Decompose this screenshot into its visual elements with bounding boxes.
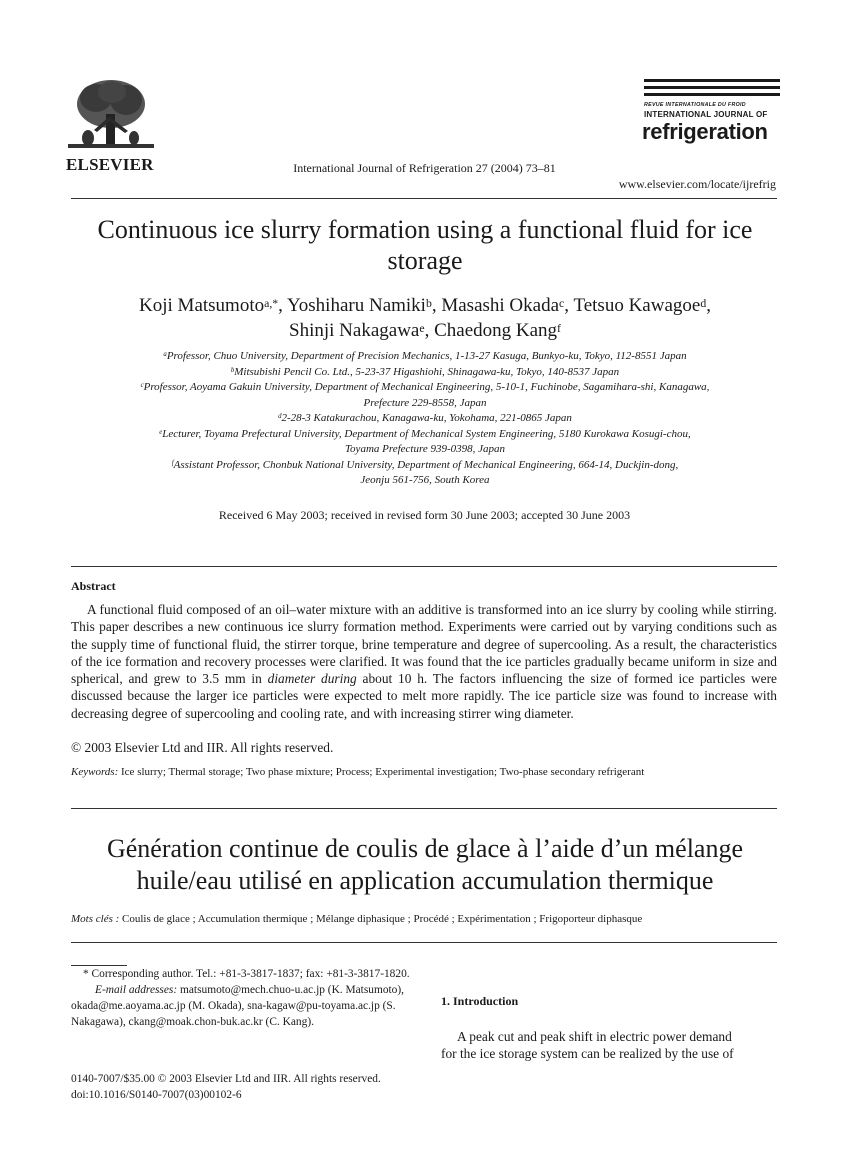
author: Yoshiharu Namiki$^b$, [286,295,442,316]
header-divider [71,198,777,199]
journal-logo-refrigeration: refrigeration [642,119,768,144]
keywords: Keywords: Ice slurry; Thermal storage; Two phase mixture; Process; Experimental investigation; Two-phase secondary refrigerant [71,766,645,778]
journal-logo-bars [644,79,780,100]
footnote [71,966,416,1030]
french-title: Génération continue de coulis de glace à l’aide d’un mélange huile/eau utilisé en application accumulation thermique [106,834,743,895]
affiliation-f-cont: Jeonju 561-756, South Korea [360,474,490,486]
journal-logo-revue: REVUE INTERNATIONALE DU FROID [644,102,746,108]
received-dates: Received 6 May 2003; received in revised form 30 June 2003; accepted 30 June 2003 [218,508,631,522]
author: Masashi Okada$^c$, [441,295,574,316]
abstract-heading: Abstract [71,579,116,593]
author-list [60,293,790,343]
journal-citation: International Journal of Refrigeration 27 (2004) 73–81 [293,161,556,175]
article-title: Continuous ice slurry formation using a functional fluid for ice storage [97,215,753,275]
journal-logo-international: INTERNATIONAL JOURNAL OF [644,110,768,119]
french-divider-bottom [71,942,777,943]
author: Chaedong Kang$^f$ [434,320,561,341]
affiliation-c-cont: Prefecture 229-8558, Japan [363,396,487,409]
author: Koji Matsumoto$^{a,*}$, [139,295,287,316]
french-keywords: Mots clés : Coulis de glace ; Accumulation thermique ; Mélange diphasique ; Procédé ; Expérimentation ; Frigoporteur diphasque [71,913,643,925]
affiliation-e: $^e$Lecturer, Toyama Prefectural University, Department of Mechanical System Engineering, 5180 Kurokawa Kosugi-chou, [159,427,691,440]
issn-line: 0140-7007/$35.00 © 2003 Elsevier Ltd and IIR. All rights reserved. doi:10.1016/S0140-7007(03)00102-6 [71,1071,441,1103]
author: Shinji Nakagawa$^e$, [289,320,435,341]
affiliation-b: $^b$Mitsubishi Pencil Co. Ltd., 5-23-37 Higashiohi, Shinagawa-ku, Tokyo, 140-8537 Japan [230,365,620,378]
author: Tetsuo Kawagoe$^d$, [573,295,711,316]
french-divider [71,808,777,809]
abstract-divider [71,566,777,567]
introduction-heading: 1. Introduction [441,994,519,1008]
journal-url[interactable]: www.elsevier.com/locate/ijrefrig [618,177,776,191]
affiliation-a: $^a$Professor, Chuo University, Department of Precision Mechanics, 1-13-27 Kasuga, Bunkyo-ku, Tokyo, 112-8551 Japan [163,350,687,362]
abstract-body: A functional fluid composed of an oil–water mixture with an additive is transformed into an ice slurry by cooling while stirring. This paper describes a new continuous ice slurry formation method. Experiments were carried out by varying conditions such as the supply time of functional fluid, the stirrer torque, brine temperature and degree of supercooling. As a result, the characteristics of the ice formation and recovery processes were clarified. It was found that the ice particles gradually became uniform in size and spherical, and grew to 3.5 mm in diameter during about 10 h. The factors influencing the size of formed ice particles were discussed because the larger ice particles were expected to melt more rapidly. The ice particle size was found to increase with decreasing degree of supercooling and cooling rate, and with increasing stirrer wing diameter. [71,602,777,721]
affiliation-f: $^f$Assistant Professor, Chonbuk National University, Department of Mechanical Engineering, 664-14, Duckjin-dong, [171,458,679,471]
elsevier-tree-logo [66,76,156,154]
publisher-name: ELSEVIER [66,155,154,174]
doi[interactable]: doi:10.1016/S0140-7007(03)00102-6 [71,1089,242,1101]
corresponding-author: * Corresponding author. Tel.: +81-3-3817-1837; fax: +81-3-3817-1820. [83,968,410,980]
email-addresses: E-mail addresses: matsumoto@mech.chuo-u.ac.jp (K. Matsumoto), okada@me.aoyama.ac.jp (M. Okada), sna-kagaw@pu-toyama.ac.jp (S. Nakagawa), ckang@moak.chon-buk.ac.kr (C. Kang). [71,984,405,1028]
introduction-text: A peak cut and peak shift in electric power demand for the ice storage system can be realized by the use of [441,1029,734,1062]
affiliations [60,349,790,489]
affiliation-e-cont: Toyama Prefecture 939-0398, Japan [344,443,506,455]
copyright-notice: © 2003 Elsevier Ltd and IIR. All rights reserved. [71,740,334,755]
affiliation-c: $^c$Professor, Aoyama Gakuin University, Department of Mechanical Engineering, 5-10-1, Fuchinobe, Sagamihara-shi, Kanagawa, [140,381,710,393]
affiliation-d: $^d$2-28-3 Katakurachou, Kanagawa-ku, Yokohama, 221-0865 Japan [278,412,572,424]
